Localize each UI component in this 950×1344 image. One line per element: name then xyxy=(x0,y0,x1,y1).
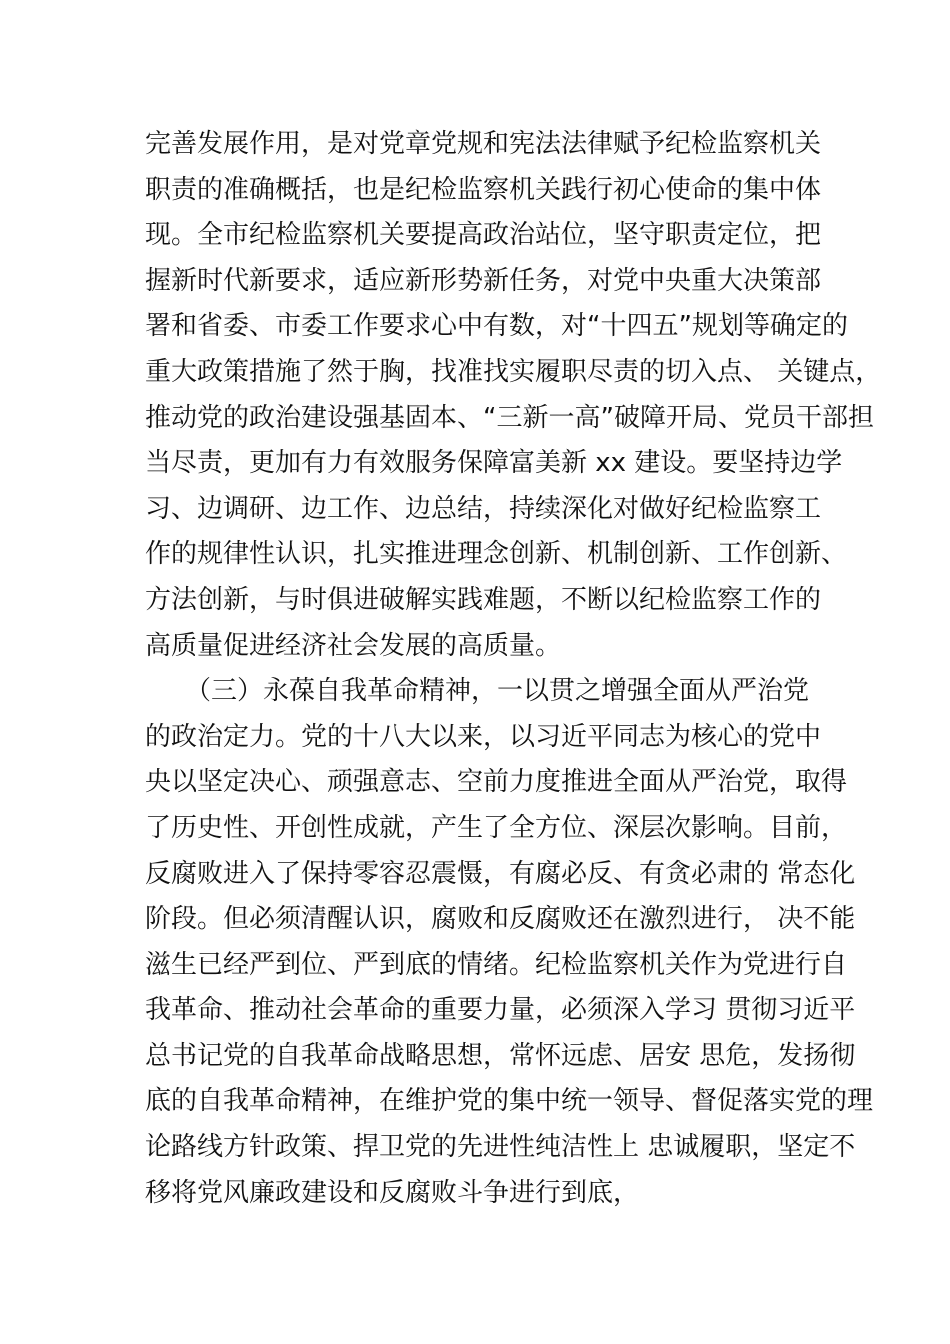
text-line: 底的自我革命精神，在维护党的集中统一领导、督促落实党的理 xyxy=(145,1086,874,1117)
text-line: 当尽责，更加有力有效服务保障富美新 xx 建设。要坚持边学 xyxy=(145,448,843,479)
text-line: 习、边调研、边工作、边总结，持续深化对做好纪检监察工 xyxy=(145,493,822,524)
text-line: 署和省委、市委工作要求心中有数，对“十四五”规划等确定的 xyxy=(145,311,848,342)
text-line: 作的规律性认识，扎实推进理念创新、机制创新、工作创新、 xyxy=(145,539,848,570)
text-line: 阶段。但必须清醒认识，腐败和反腐败还在激烈进行， 决不能 xyxy=(145,904,856,935)
text-line: 央以坚定决心、顽强意志、空前力度推进全面从严治党，取得 xyxy=(145,767,848,798)
text-line: 滋生已经严到位、严到底的情绪。纪检监察机关作为党进行自 xyxy=(145,949,848,980)
body-text xyxy=(145,122,882,1216)
text-line: 的政治定力。党的十八大以来，以习近平同志为核心的党中 xyxy=(145,721,822,752)
text-line: 我革命、推动社会革命的重要力量，必须深入学习 贯彻习近平 xyxy=(145,995,856,1026)
text-line: 了历史性、开创性成就，产生了全方位、深层次影响。目前， xyxy=(145,812,848,843)
text-line: 移将党风廉政建设和反腐败斗争进行到底， xyxy=(145,1177,640,1208)
text-line: 反腐败进入了保持零容忍震慑，有腐必反、有贪必肃的 常态化 xyxy=(145,858,856,889)
text-line: 重大政策措施了然于胸，找准找实履职尽责的切入点、 关键点， xyxy=(145,356,882,387)
text-line: 职责的准确概括，也是纪检监察机关践行初心使命的集中体 xyxy=(145,174,822,205)
text-line: 握新时代新要求，适应新形势新任务，对党中央重大决策部 xyxy=(145,265,822,296)
text-line: 完善发展作用，是对党章党规和宪法法律赋予纪检监察机关 xyxy=(145,129,822,159)
text-line: 现。全市纪检监察机关要提高政治站位，坚守职责定位，把 xyxy=(145,220,822,251)
text-line: 总书记党的自我革命战略思想，常怀远虑、居安 思危，发扬彻 xyxy=(145,1040,856,1071)
text-line: 推动党的政治建设强基固本、“三新一高”破障开局、党员干部担 xyxy=(145,402,874,433)
text-line: 高质量促进经济社会发展的高质量。 xyxy=(145,630,562,661)
section-heading-line: （三）永葆自我革命精神，一以贯之增强全面从严治党 xyxy=(185,676,810,707)
text-line: 方法创新，与时俱进破解实践难题，不断以纪检监察工作的 xyxy=(145,584,822,615)
text-line: 论路线方针政策、捍卫党的先进性纯洁性上 忠诚履职，坚定不 xyxy=(145,1132,856,1163)
